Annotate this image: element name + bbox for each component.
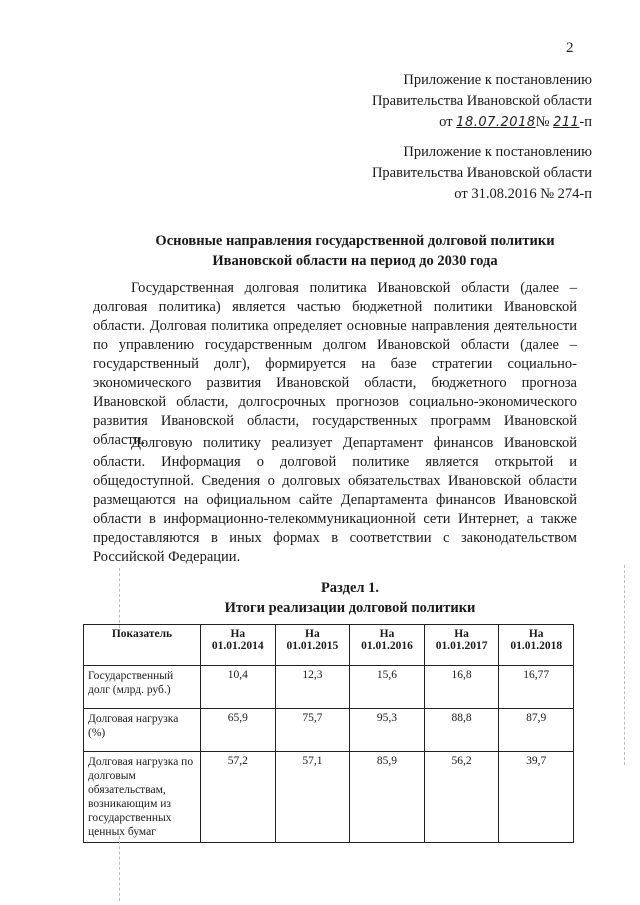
table-cell: 87,9 [499, 709, 574, 752]
table-row [84, 709, 574, 752]
row-label: Долговая нагрузка (%) [84, 709, 201, 752]
appendix-current-number-sign: № [535, 114, 550, 130]
header-column-5: На 01.01.2018 [499, 625, 574, 666]
table-cell: 16,8 [424, 666, 499, 709]
appendix-previous [372, 142, 592, 205]
appendix-previous-line2: Правительства Ивановской области [371, 165, 592, 181]
table-cell: 57,1 [275, 752, 350, 843]
handwritten-number: 211 [553, 115, 580, 130]
table-cell: 10,4 [201, 666, 276, 709]
table-row [84, 752, 574, 843]
document-title-line2: Ивановской области на период до 2030 года [212, 253, 498, 269]
table-cell: 65,9 [201, 709, 276, 752]
handwritten-date: 18.07.2018 [456, 115, 536, 130]
table-row [84, 666, 574, 709]
header-column-2: На 01.01.2015 [275, 625, 350, 666]
appendix-current-suffix: -п [579, 114, 592, 130]
document-title [60, 231, 640, 271]
scan-artifact-line [624, 565, 625, 765]
table-cell: 95,3 [350, 709, 425, 752]
header-column-1: На 01.01.2014 [201, 625, 276, 666]
scan-artifact-line [119, 836, 120, 901]
section-number: Раздел 1. [320, 580, 380, 596]
appendix-current-line2: Правительства Ивановской области [371, 93, 592, 109]
table-cell: 75,7 [275, 709, 350, 752]
header-column-3: На 01.01.2016 [350, 625, 425, 666]
header-column-4: На 01.01.2017 [424, 625, 499, 666]
section-title: Итоги реализации долговой политики [224, 600, 476, 616]
appendix-current [372, 70, 592, 133]
document-title-line1: Основные направления государственной долговой политики [155, 233, 555, 249]
appendix-current-line1: Приложение к постановлению [403, 72, 592, 88]
page-number: 2 [566, 40, 574, 56]
table-cell: 16,77 [499, 666, 574, 709]
paragraph-1: Государственная долговая политика Ивановской области (далее – долговая политика) является частью бюджетной политики Ивановской области. Долговая политика определяет основные направления деятельности по управлению государственным долгом Ивановской области (далее – государственный долг), формируется на базе стратегии социально-экономического развития Ивановской области, бюджетного прогноза Ивановской области, долгосрочных прогнозов социально-экономического развития Ивановской области, государственных программ Ивановской области. [93, 280, 577, 448]
appendix-current-prefix: от [439, 114, 453, 130]
table-cell: 15,6 [350, 666, 425, 709]
row-label: Долговая нагрузка по долговым обязательствам, возникающим из государственных ценных бумаг [84, 752, 201, 843]
table-cell: 85,9 [350, 752, 425, 843]
appendix-previous-line1: Приложение к постановлению [403, 144, 592, 160]
section-heading [60, 578, 640, 618]
scan-artifact-line [119, 568, 120, 628]
results-table [83, 624, 574, 843]
appendix-previous-line3: от 31.08.2016 № 274-п [454, 186, 592, 202]
header-indicator: Показатель [84, 625, 201, 666]
table-cell: 56,2 [424, 752, 499, 843]
table-cell: 12,3 [275, 666, 350, 709]
table-cell: 39,7 [499, 752, 574, 843]
row-label: Государственный долг (млрд. руб.) [84, 666, 201, 709]
paragraph-2: Долговую политику реализует Департамент финансов Ивановской области. Информация о долговой политике является открытой и общедоступной. Сведения о долговых обязательствах Ивановской области размещаются на официальном сайте Департамента финансов Ивановской области в информационно-телекоммуникационной сети Интернет, а также предоставляются в иных формах в соответствии с законодательством Российской Федерации. [93, 435, 577, 565]
table-cell: 88,8 [424, 709, 499, 752]
appendix-current-line3 [372, 112, 592, 133]
table-cell: 57,2 [201, 752, 276, 843]
table-header-row [84, 625, 574, 666]
